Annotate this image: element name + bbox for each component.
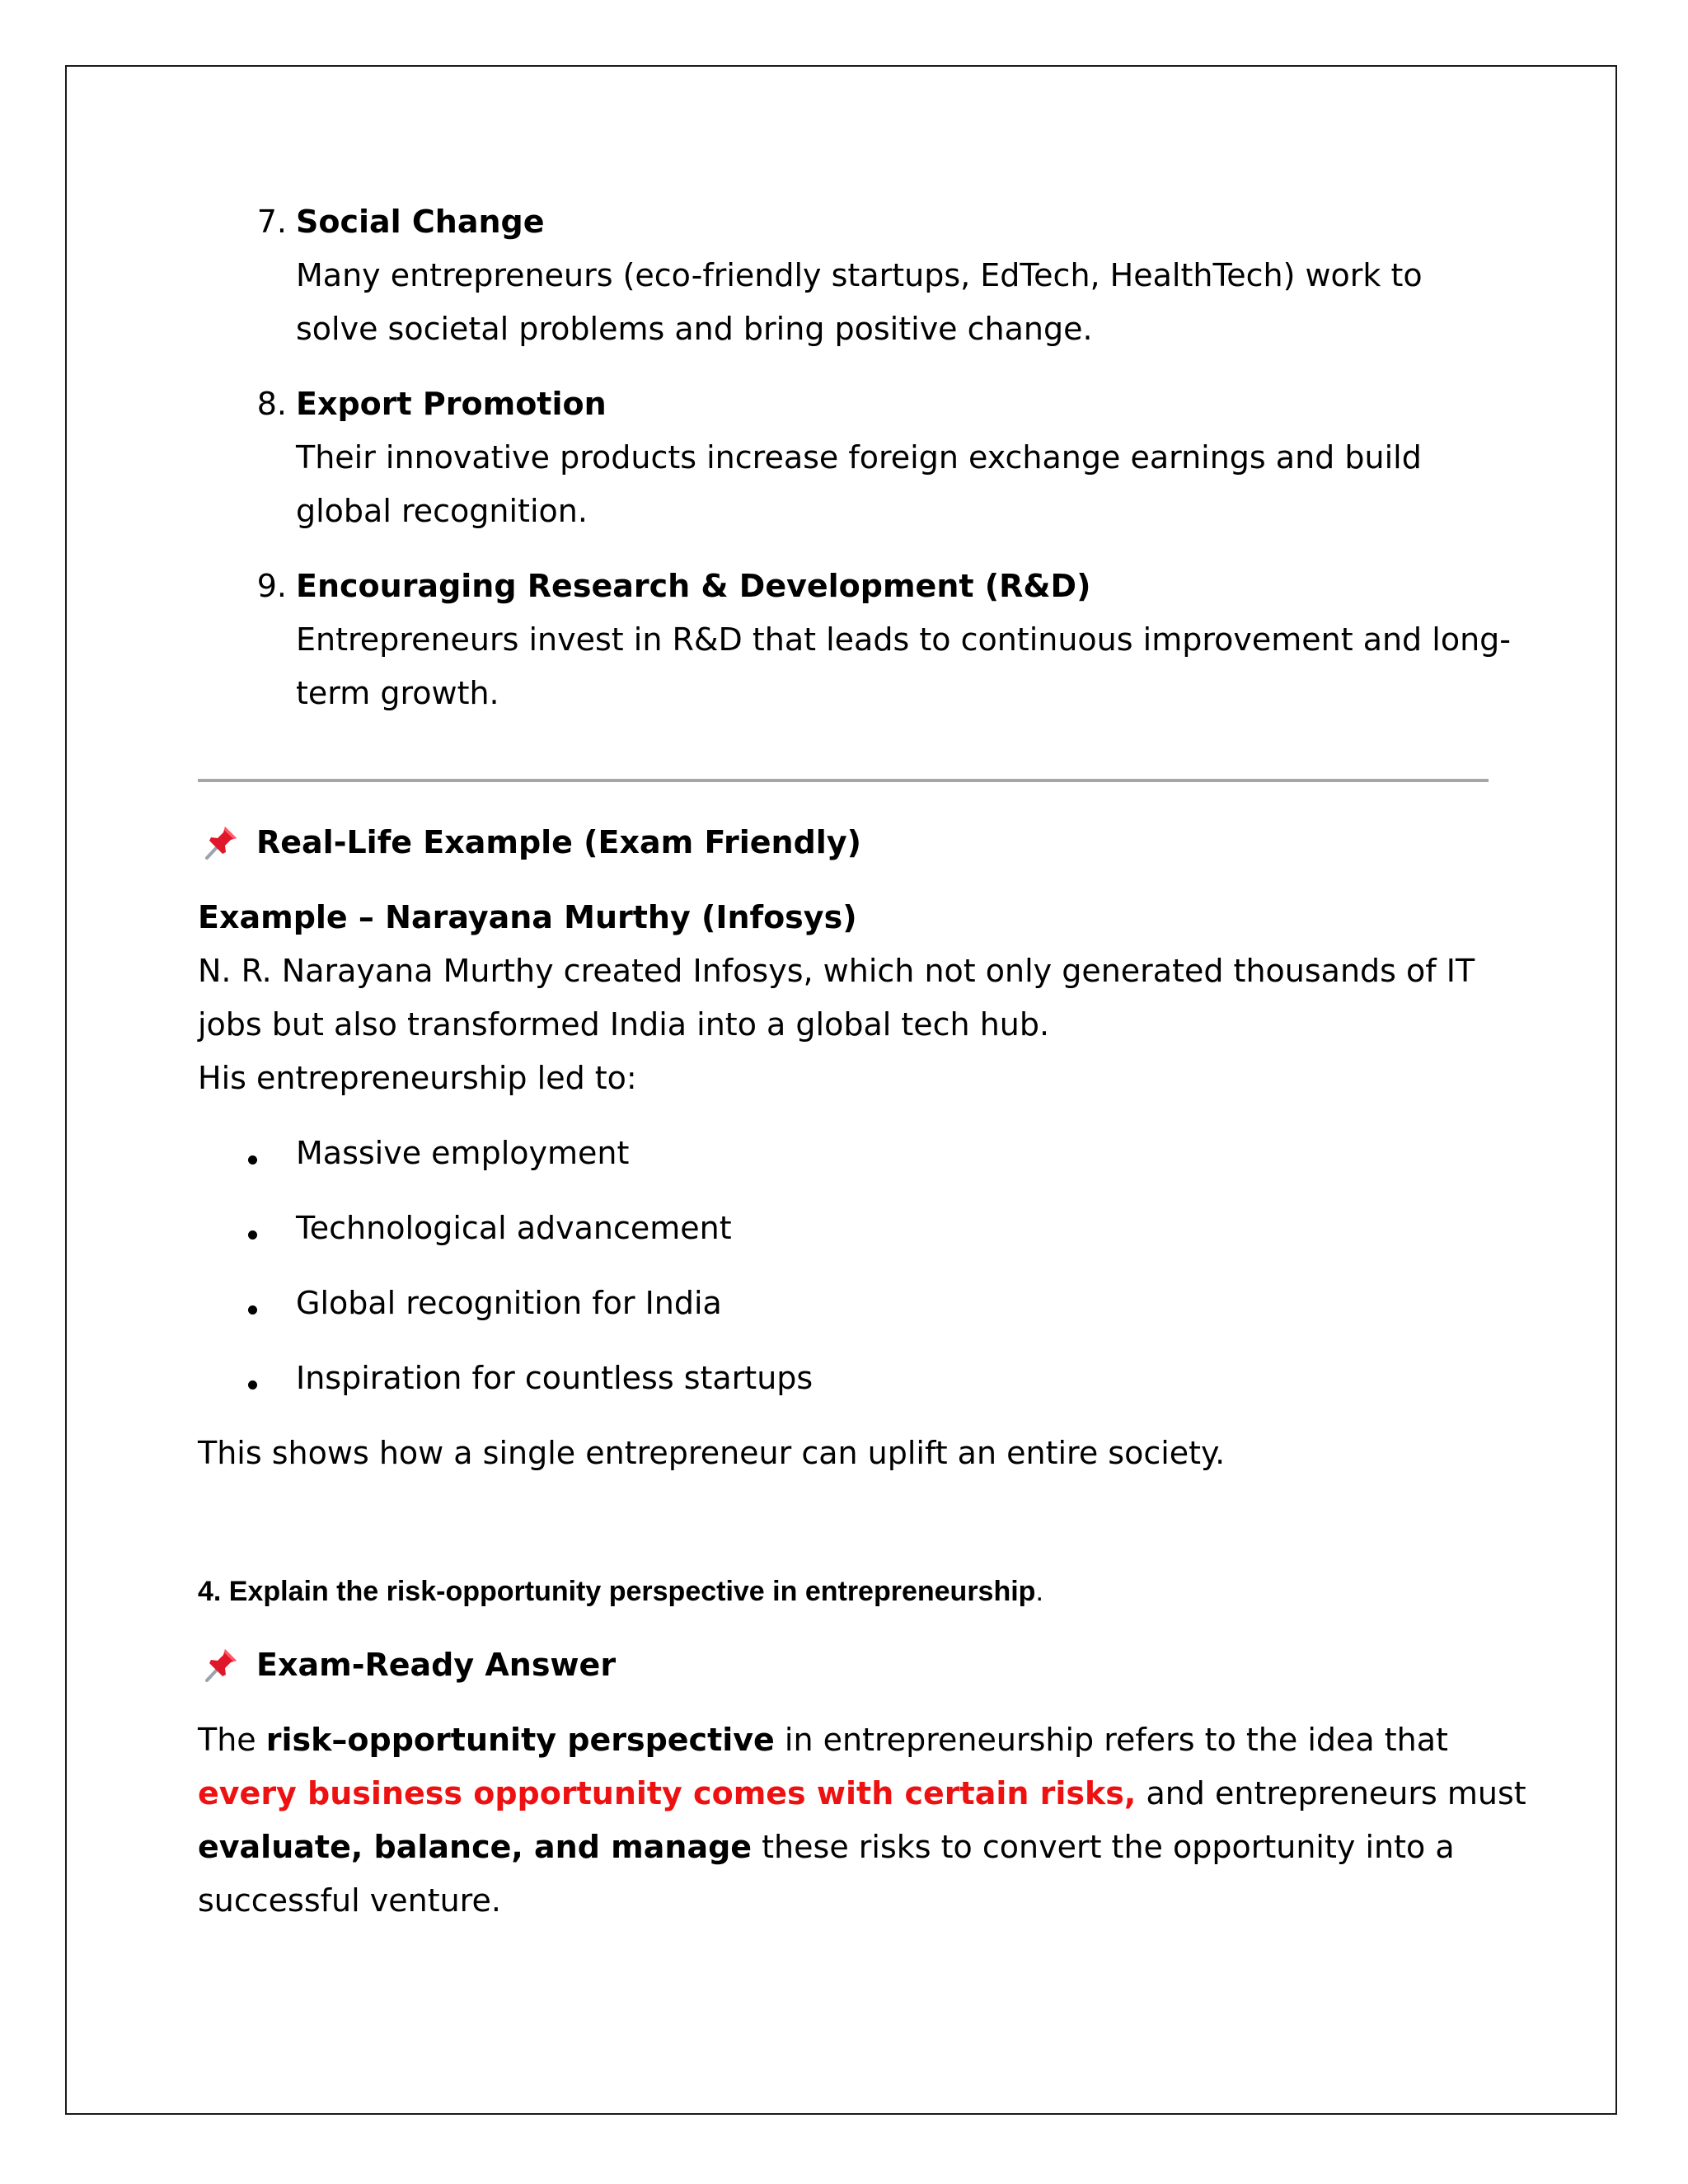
answer-line (198, 1713, 1448, 1767)
list-item-text: solve societal problems and bring positive change. (296, 311, 1093, 347)
bullet-dot (248, 1305, 257, 1315)
answer-text: and entrepreneurs must (1136, 1775, 1526, 1811)
bullet-item: Technological advancement (296, 1210, 732, 1246)
list-number: 9. (256, 568, 287, 604)
bullet-item: Global recognition for India (296, 1285, 722, 1321)
section-heading: Real-Life Example (Exam Friendly) (256, 824, 861, 860)
list-item-heading: Encouraging Research & Development (R&D) (296, 568, 1091, 604)
bullet-item: Inspiration for countless startups (296, 1360, 814, 1396)
question-period: . (1035, 1576, 1043, 1607)
answer-text: these risks to convert the opportunity into a (752, 1829, 1455, 1865)
answer-line (198, 1767, 1526, 1821)
answer-highlight-text: every business opportunity comes with certain risks, (198, 1775, 1137, 1811)
list-item-heading: Social Change (296, 204, 545, 240)
list-item-text: Their innovative products increase foreign exchange earnings and build (296, 439, 1422, 476)
answer-line: successful venture. (198, 1882, 501, 1919)
list-item-text: global recognition. (296, 493, 588, 529)
list-item-text: Entrepreneurs invest in R&D that leads to continuous improvement and long- (296, 621, 1511, 658)
pushpin-icon (200, 1646, 240, 1685)
bullet-dot (248, 1155, 257, 1165)
list-number: 8. (256, 386, 287, 422)
paragraph-line: jobs but also transformed India into a global tech hub. (198, 1006, 1050, 1043)
paragraph-line: His entrepreneurship led to: (198, 1060, 637, 1096)
bullet-dot (248, 1230, 257, 1240)
list-item-heading: Export Promotion (296, 386, 607, 422)
question-text: 4. Explain the risk-opportunity perspective in entrepreneurship (198, 1576, 1036, 1607)
answer-bold-text: evaluate, balance, and manage (198, 1829, 753, 1865)
list-number: 7. (256, 204, 287, 240)
paragraph-line: N. R. Narayana Murthy created Infosys, which not only generated thousands of IT (198, 953, 1475, 989)
horizontal-rule (198, 779, 1489, 782)
pushpin-icon (200, 823, 240, 863)
section-heading: Exam-Ready Answer (256, 1647, 617, 1683)
answer-bold-text: risk–opportunity perspective (265, 1722, 775, 1758)
question-heading (198, 1571, 1043, 1612)
list-item-text: term growth. (296, 675, 499, 711)
conclusion-text: This shows how a single entrepreneur can uplift an entire society. (198, 1435, 1226, 1471)
example-title: Example – Narayana Murthy (Infosys) (198, 899, 857, 935)
list-item-text: Many entrepreneurs (eco-friendly startups, EdTech, HealthTech) work to (296, 257, 1423, 293)
answer-line (198, 1821, 1455, 1874)
bullet-dot (248, 1380, 257, 1390)
bullet-item: Massive employment (296, 1135, 630, 1171)
answer-text: The (198, 1722, 266, 1758)
answer-text: in entrepreneurship refers to the idea that (774, 1722, 1448, 1758)
